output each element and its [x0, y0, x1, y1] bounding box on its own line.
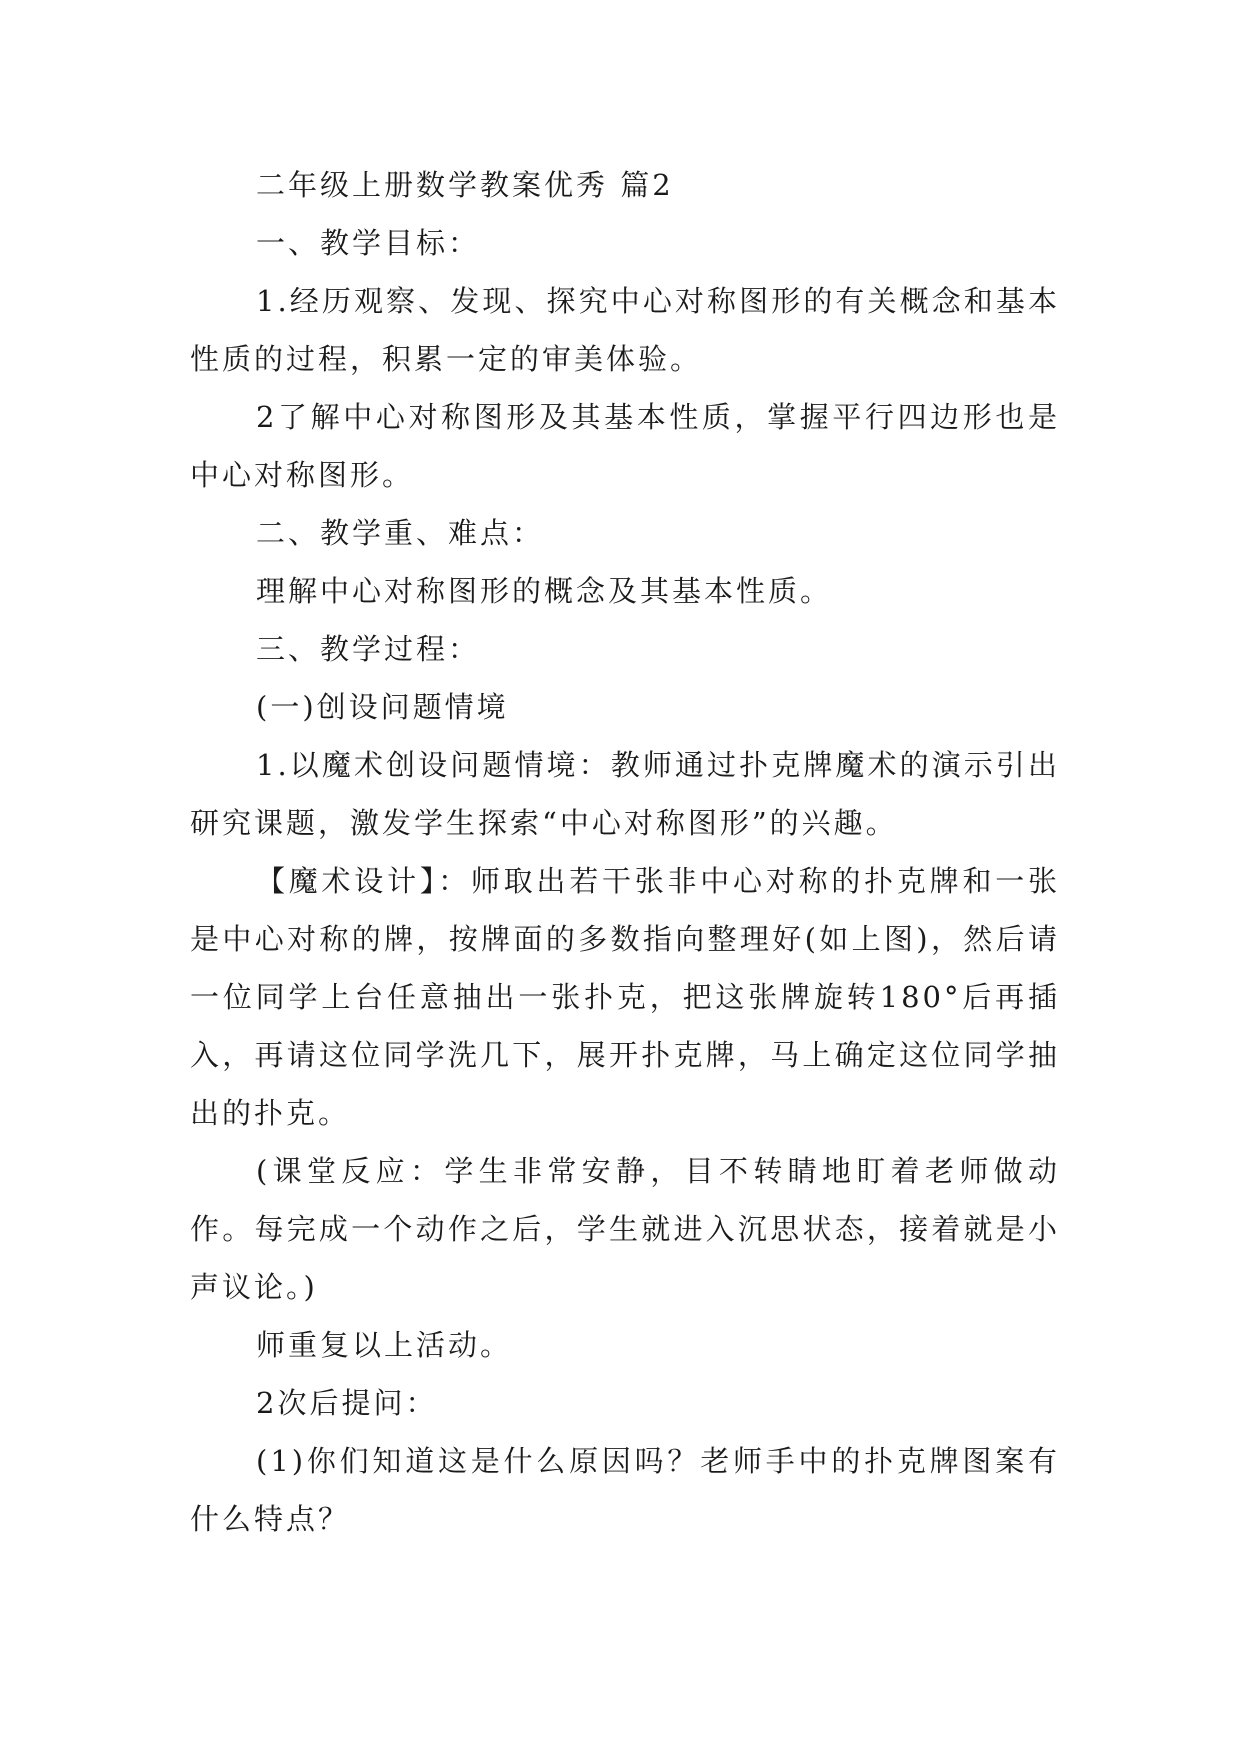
- paragraph: 2次后提问：: [256, 1386, 438, 1420]
- section-heading: 一、教学目标：: [256, 226, 481, 260]
- paragraph: 2了解中心对称图形及其基本性质，掌握平行四边形也是中心对称图形。: [190, 400, 1060, 492]
- paragraph: 1.以魔术创设问题情境：教师通过扑克牌魔术的演示引出研究课题，激发学生探索“中心对称图形”的兴趣。: [190, 748, 1060, 840]
- paragraph: 师重复以上活动。: [256, 1328, 513, 1362]
- paragraph: 【魔术设计】：师取出若干张非中心对称的扑克牌和一张是中心对称的牌，按牌面的多数指向整理好(如上图)，然后请一位同学上台任意抽出一张扑克，把这张牌旋转180°后再插入，再请这位同学洗几下，展开扑克牌，马上确定这位同学抽出的扑克。: [190, 864, 1060, 1130]
- subsection-heading: (一)创设问题情境: [256, 690, 509, 724]
- paragraph: 1.经历观察、发现、探究中心对称图形的有关概念和基本性质的过程，积累一定的审美体验。: [190, 284, 1060, 376]
- document-body: [190, 156, 1060, 1548]
- section-heading: 三、教学过程：: [256, 632, 481, 666]
- document-title: 二年级上册数学教案优秀 篇2: [256, 168, 674, 202]
- section-heading: 二、教学重、难点：: [256, 516, 545, 550]
- paragraph: 理解中心对称图形的概念及其基本性质。: [256, 574, 833, 608]
- paragraph: (课堂反应：学生非常安静，目不转睛地盯着老师做动作。每完成一个动作之后，学生就进入沉思状态，接着就是小声议论。): [190, 1154, 1060, 1304]
- paragraph: (1)你们知道这是什么原因吗？老师手中的扑克牌图案有什么特点？: [190, 1444, 1060, 1536]
